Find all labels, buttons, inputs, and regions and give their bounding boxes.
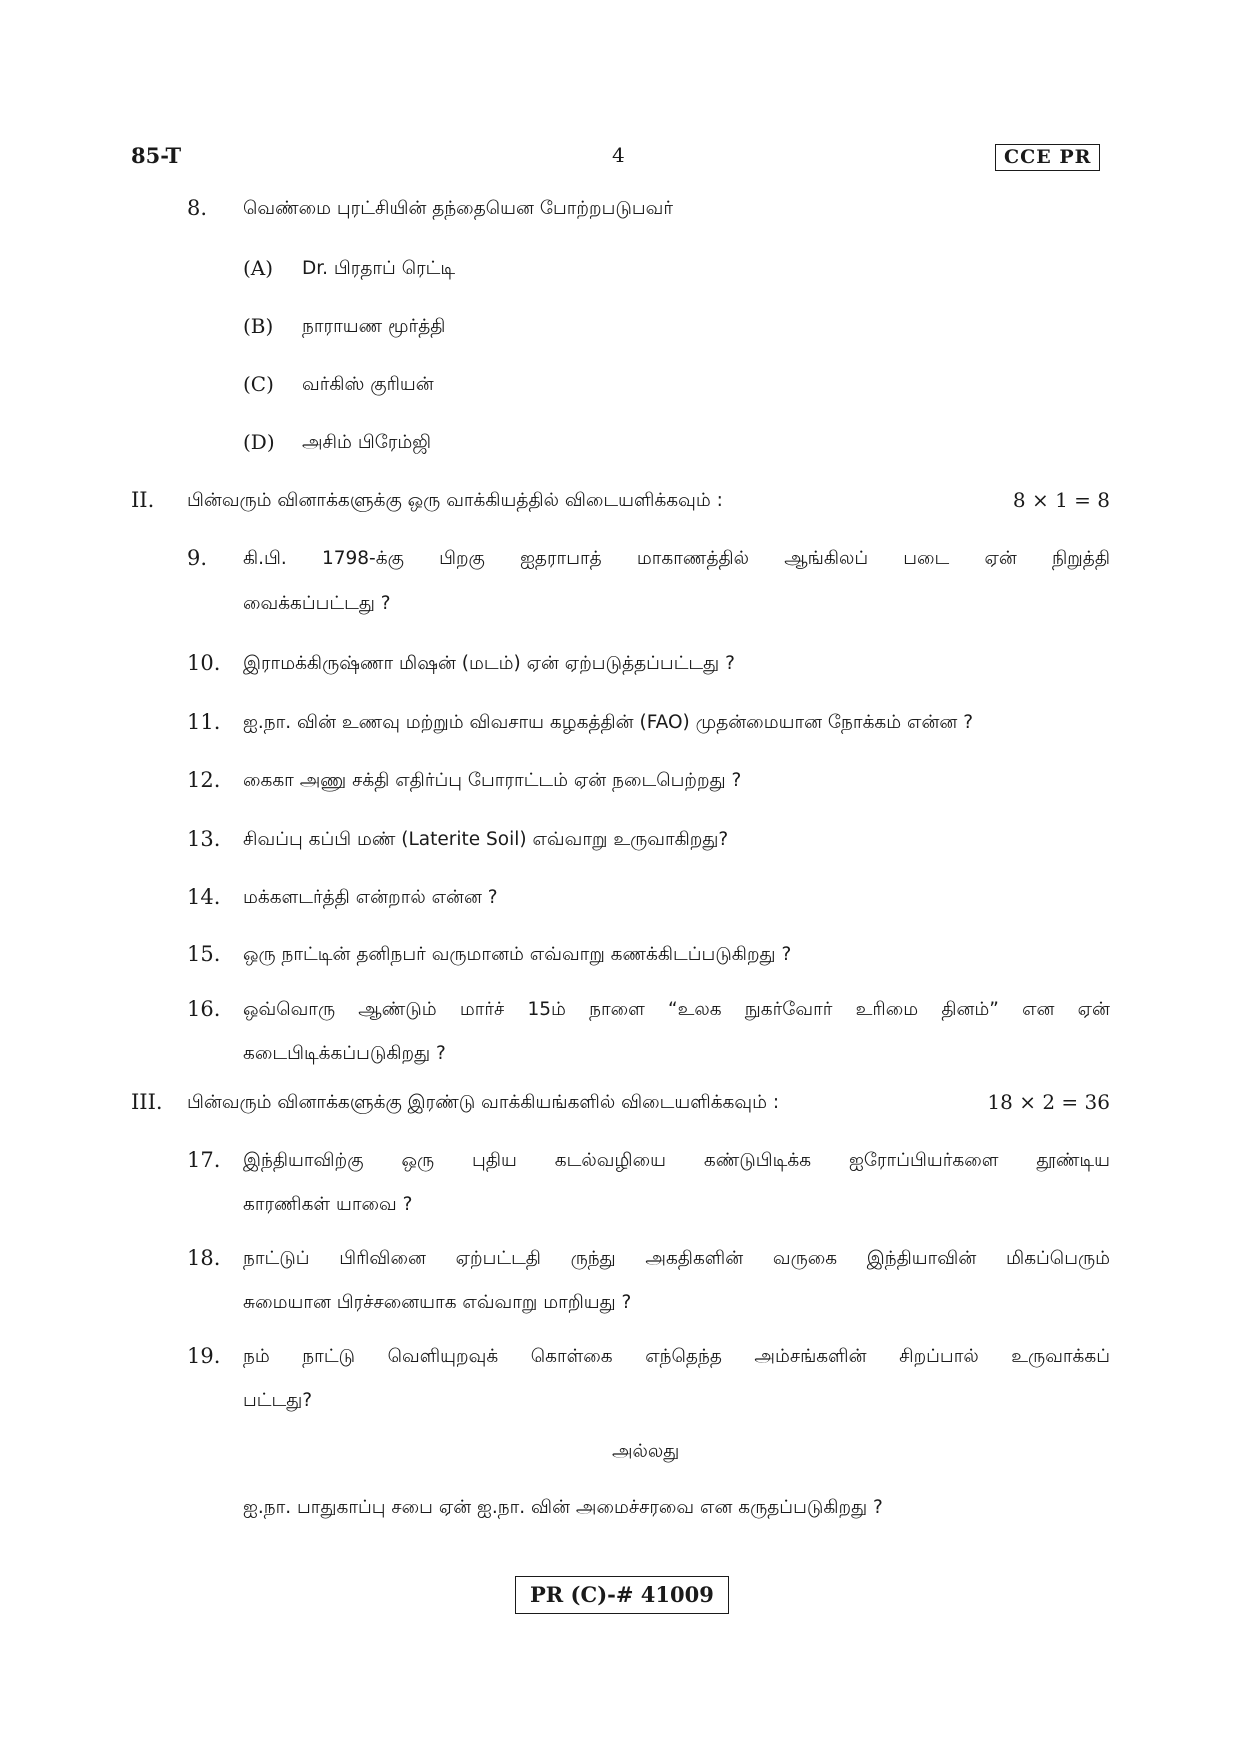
question-8-text: வெண்மை புரட்சியின் தந்தையென போற்றபடுபவர் [243, 198, 673, 219]
paper-code: 85-T [131, 143, 182, 168]
question-8-number: 8. [187, 196, 208, 220]
question-13-number: 13. [187, 827, 221, 851]
question-9-line1: கி.பி. 1798-க்கு பிறகு ஐதராபாத் மாகாணத்தில் ஆங்கிலப் படை ஏன் நிறுத்தி [243, 548, 1110, 569]
question-18-number: 18. [187, 1246, 221, 1270]
question-10-text: இராமக்கிருஷ்ணா மிஷன் (மடம்) ஏன் ஏற்படுத்தப்பட்டது ? [243, 653, 735, 674]
question-14-text: மக்களடர்த்தி என்றால் என்ன ? [243, 887, 498, 908]
section-3-marks: 18 × 2 = 36 [987, 1090, 1110, 1114]
question-10-number: 10. [187, 651, 221, 675]
question-18-line2: சுமையான பிரச்சனையாக எவ்வாறு மாறியது ? [243, 1292, 632, 1313]
option-b-text: நாராயண மூர்த்தி [302, 316, 446, 337]
question-11-text: ஐ.நா. வின் உணவு மற்றும் விவசாய கழகத்தின் (FAO) முதன்மையான நோக்கம் என்ன ? [243, 712, 974, 733]
section-2-instruction: பின்வரும் வினாக்களுக்கு ஒரு வாக்கியத்தில் விடையளிக்கவும் : [187, 490, 723, 511]
question-19-number: 19. [187, 1344, 221, 1368]
question-12-text: கைகா அணு சக்தி எதிர்ப்பு போராட்டம் ஏன் நடைபெற்றது ? [243, 770, 742, 791]
option-b-label: (B) [243, 314, 274, 338]
question-17-line2: காரணிகள் யாவை ? [243, 1194, 413, 1215]
option-c-text: வர்கிஸ் குரியன் [302, 374, 434, 395]
section-3-numeral: III. [131, 1090, 163, 1114]
option-d-text: அசிம் பிரேம்ஜி [302, 432, 432, 453]
question-19-alternative: ஐ.நா. பாதுகாப்பு சபை ஏன் ஐ.நா. வின் அமைச்சரவை என கருதப்படுகிறது ? [243, 1497, 883, 1518]
question-14-number: 14. [187, 885, 221, 909]
series-box: CCE PR [995, 144, 1100, 171]
question-9-line2: வைக்கப்பட்டது ? [243, 593, 391, 614]
question-13-text: சிவப்பு கப்பி மண் (Laterite Soil) எவ்வாறு உருவாகிறது? [243, 829, 729, 850]
question-18-line1: நாட்டுப் பிரிவினை ஏற்பட்டதி ருந்து அகதிகளின் வருகை இந்தியாவின் மிகப்பெரும் [243, 1248, 1110, 1269]
footer-code-box: PR (C)-# 41009 [515, 1576, 729, 1614]
page-number: 4 [612, 143, 625, 167]
section-2-marks: 8 × 1 = 8 [1012, 488, 1110, 512]
option-c-label: (C) [243, 372, 274, 396]
section-3-instruction: பின்வரும் வினாக்களுக்கு இரண்டு வாக்கியங்களில் விடையளிக்கவும் : [187, 1092, 780, 1113]
question-11-number: 11. [187, 710, 221, 734]
section-2-numeral: II. [131, 488, 155, 512]
option-d-label: (D) [243, 430, 275, 454]
question-15-number: 15. [187, 942, 221, 966]
question-19-line2: பட்டது? [243, 1390, 313, 1411]
or-label: அல்லது [612, 1441, 680, 1462]
option-a-text: Dr. பிரதாப் ரெட்டி [302, 258, 456, 279]
question-19-line1: நம் நாட்டு வெளியுறவுக் கொள்கை எந்தெந்த அம்சங்களின் சிறப்பால் உருவாக்கப் [243, 1346, 1110, 1367]
question-12-number: 12. [187, 768, 221, 792]
question-17-number: 17. [187, 1148, 221, 1172]
question-16-number: 16. [187, 997, 221, 1021]
question-17-line1: இந்தியாவிற்கு ஒரு புதிய கடல்வழியை கண்டுபிடிக்க ஐரோப்பியர்களை தூண்டிய [243, 1150, 1110, 1171]
question-16-line2: கடைபிடிக்கப்படுகிறது ? [243, 1043, 446, 1064]
question-15-text: ஒரு நாட்டின் தனிநபர் வருமானம் எவ்வாறு கணக்கிடப்படுகிறது ? [243, 944, 792, 965]
question-16-line1: ஒவ்வொரு ஆண்டும் மார்ச் 15ம் நாளை “உலக நுகர்வோர் உரிமை தினம்” என ஏன் [243, 999, 1110, 1020]
option-a-label: (A) [243, 256, 274, 280]
question-9-number: 9. [187, 546, 208, 570]
